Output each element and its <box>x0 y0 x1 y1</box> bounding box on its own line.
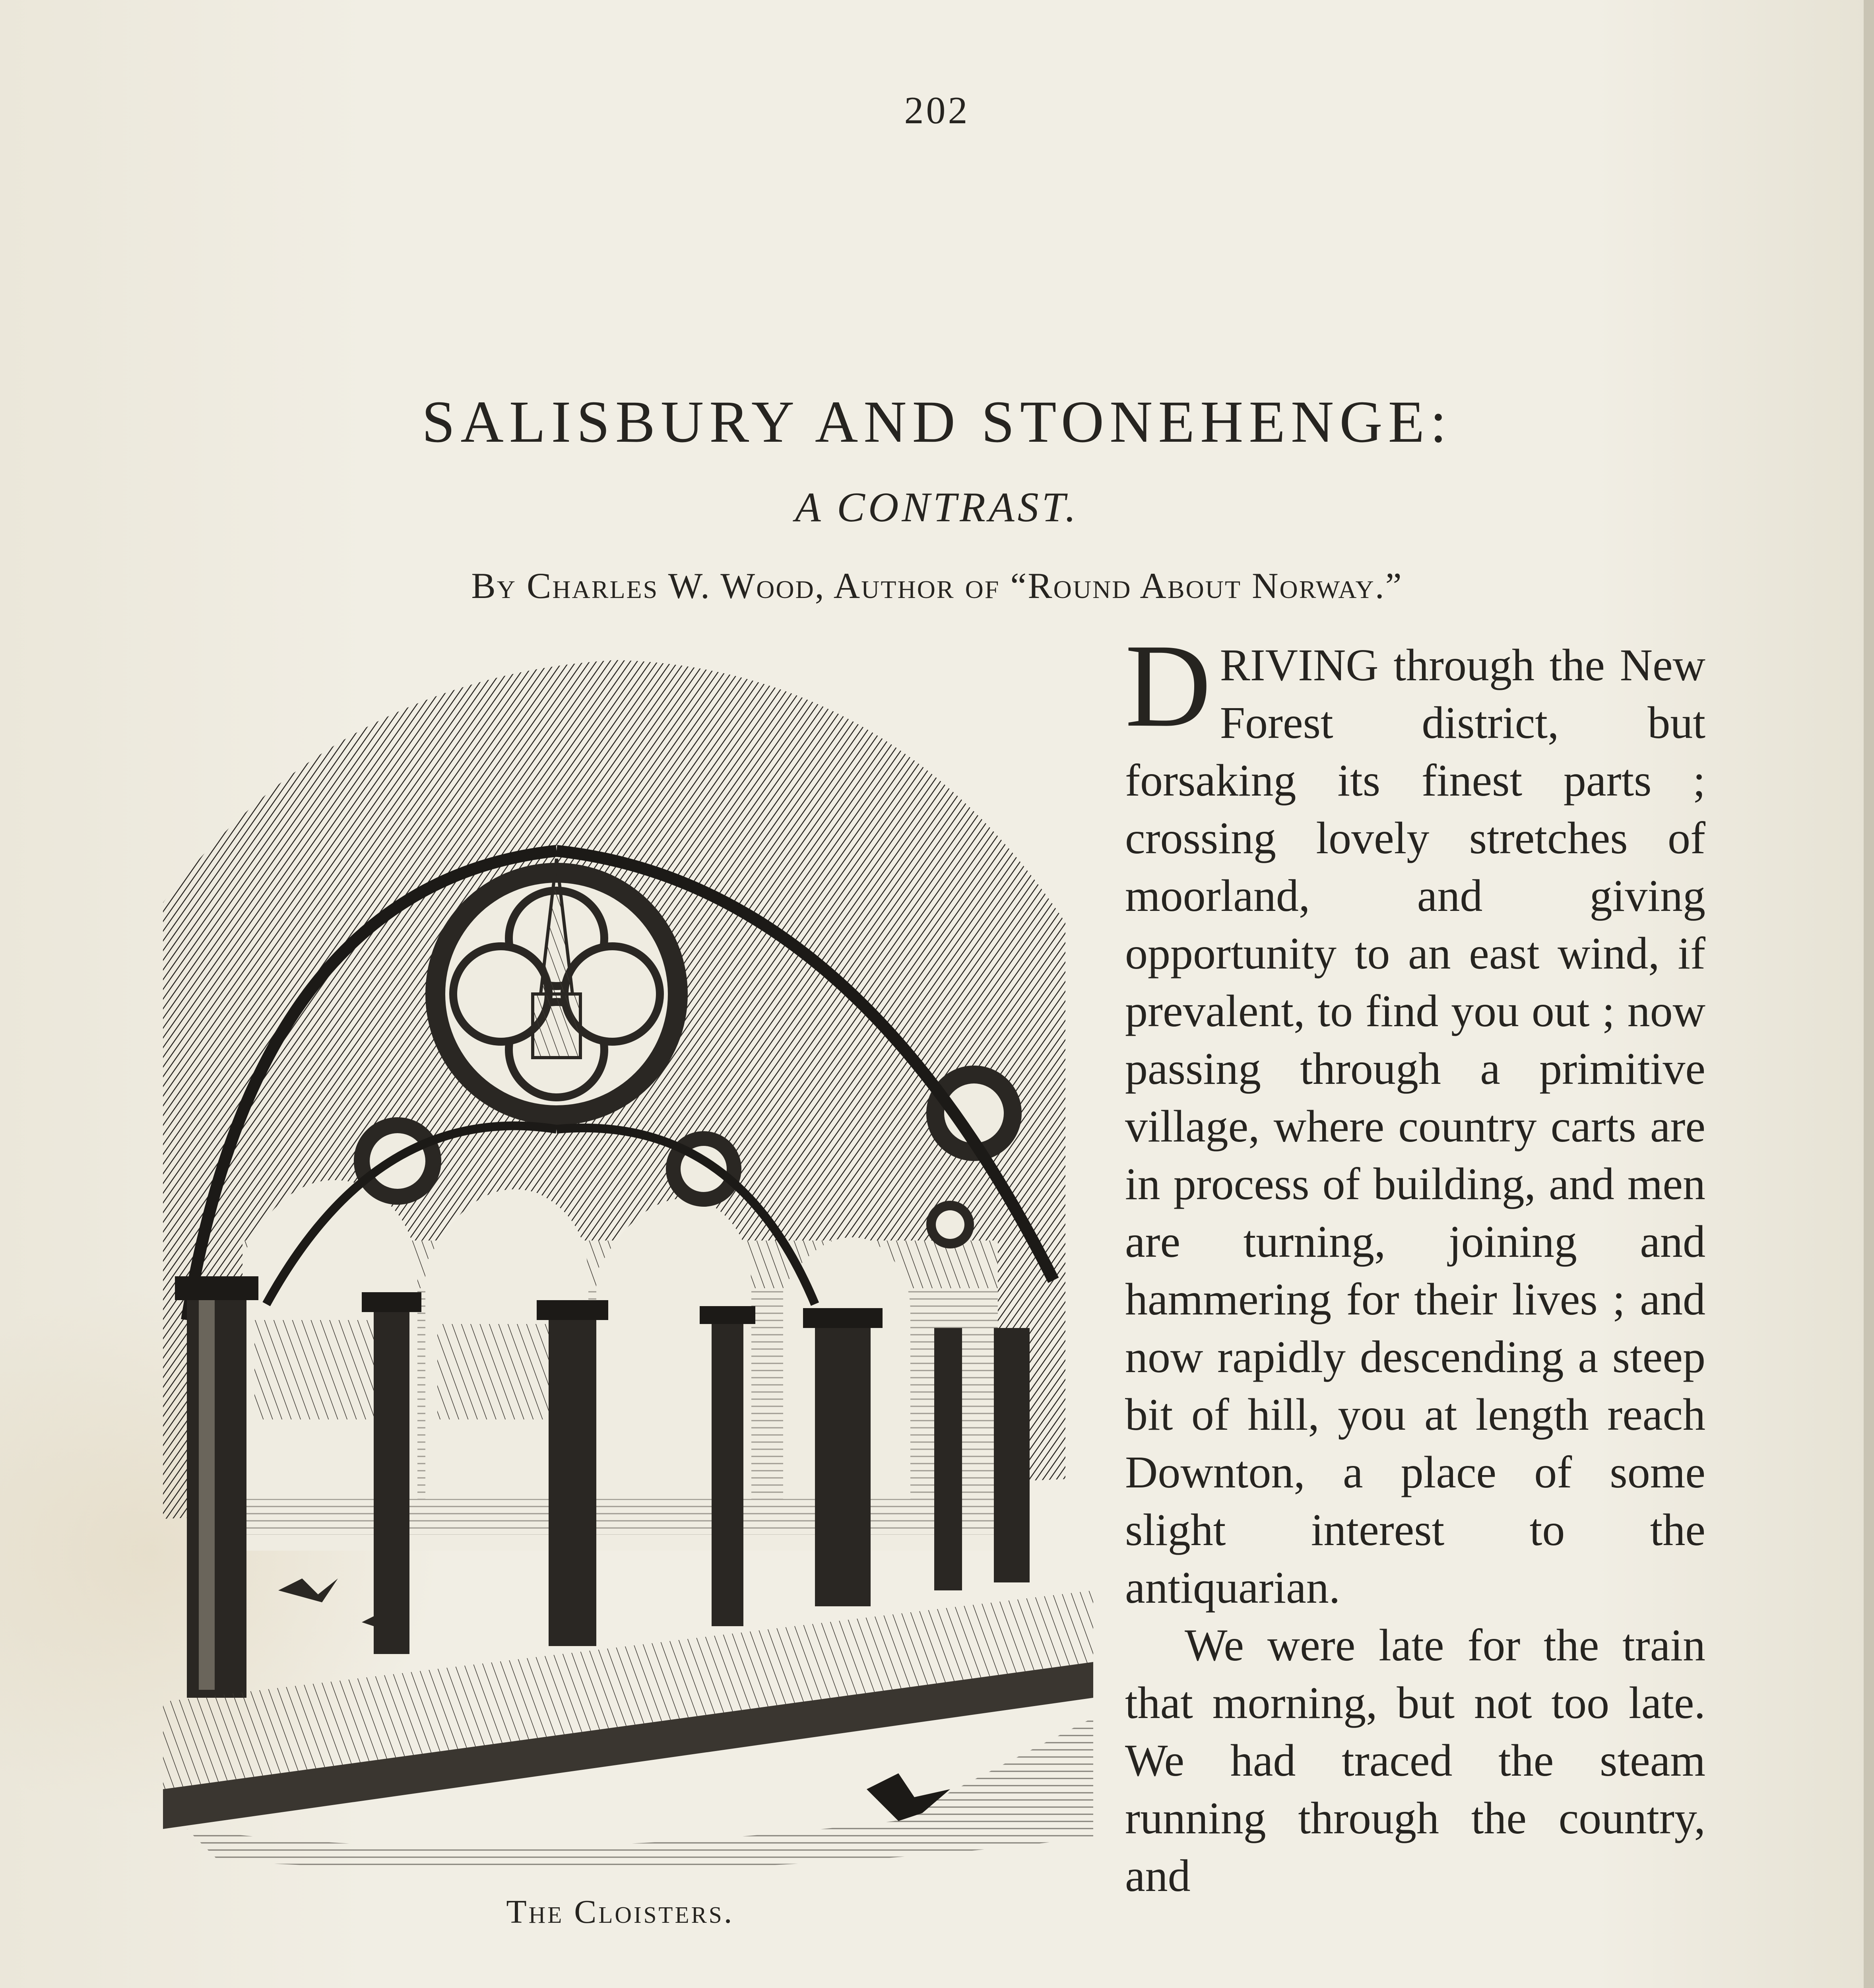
paragraph-2-start: We were late for the train that morning, but not too late. We had traced the steam running through the country, and <box>1125 1620 1705 1901</box>
article-title: SALISBURY AND STONEHENGE: <box>422 389 1452 455</box>
page-edge <box>1864 0 1874 1988</box>
cloisters-engraving <box>139 644 1101 1889</box>
paragraph-1-text: RIVING through the New Forest district, but forsaking its finest parts ; crossing lovely stretches of moorland, and giving opportunity to an east wind, if prevalent, to find you out ; now passing through a primitive village, where country carts are in process of building, and men are turning, joining and hammering for their lives ; and now rapidly descending a steep bit of hill, you at length reach Downton, a place of some slight interest to the antiquarian. <box>1125 640 1705 1613</box>
paragraph-1 <box>1125 619 1705 1616</box>
byline: By Charles W. Wood, Author of “Round About Norway.” <box>471 565 1403 606</box>
page-number: 202 <box>904 89 970 132</box>
article-subtitle: A CONTRAST. <box>795 484 1079 530</box>
figure-caption: The Cloisters. <box>506 1893 734 1930</box>
drop-cap: D <box>1125 619 1211 751</box>
right-column-text <box>1125 619 1705 1905</box>
